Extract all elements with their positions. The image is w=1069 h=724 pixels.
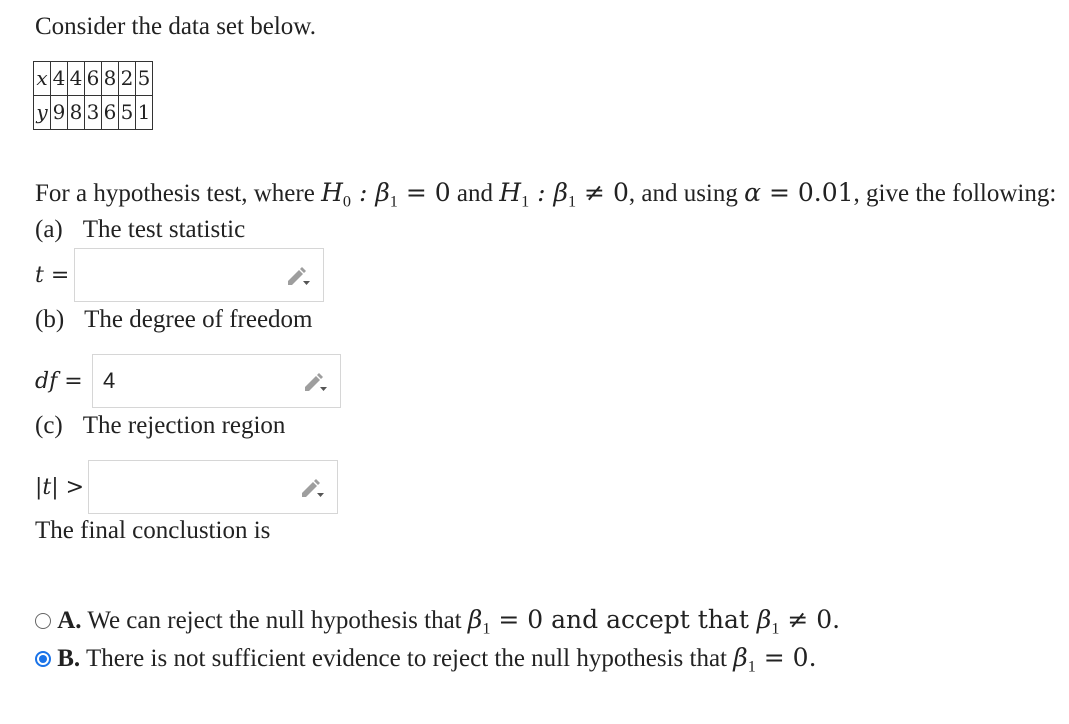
- test-statistic-input[interactable]: [74, 248, 324, 302]
- abs-t-variable: |t|: [35, 475, 59, 500]
- hypothesis-and: and: [450, 180, 500, 207]
- option-a-text: We can reject the null hypothesis that: [81, 607, 468, 634]
- hypothesis-prefix: For a hypothesis test, where: [35, 180, 322, 207]
- option-b-text-end: = 0.: [755, 643, 817, 672]
- df-variable: df: [35, 369, 58, 394]
- h0-beta-subscript: 1: [389, 192, 398, 211]
- x-cell: 5: [136, 62, 153, 96]
- y-cell: 8: [68, 96, 85, 130]
- option-b-beta: β: [733, 643, 748, 672]
- y-cell: 3: [85, 96, 102, 130]
- y-cell: 5: [119, 96, 136, 130]
- y-cell: 6: [102, 96, 119, 130]
- part-a-text: The test statistic: [82, 216, 246, 243]
- option-a[interactable]: [35, 605, 840, 636]
- option-b-radio[interactable]: [35, 651, 51, 667]
- df-equals: =: [57, 369, 83, 394]
- h0-equals: = 0: [397, 178, 451, 207]
- intro-text: Consider the data set below.: [35, 13, 316, 40]
- y-row: [34, 96, 153, 130]
- part-b-label: (b): [35, 306, 65, 333]
- option-a-beta-2-subscript: 1: [771, 619, 780, 638]
- h0-symbol: H: [321, 178, 343, 207]
- part-c-label: (c): [35, 412, 63, 439]
- h1-beta-subscript: 1: [567, 192, 577, 211]
- y-cell: 1: [136, 96, 153, 130]
- rejection-equation-label: [35, 472, 84, 503]
- conclusion-label: The final conclustion is: [35, 517, 271, 544]
- option-a-text-end: ≠ 0.: [779, 605, 841, 634]
- degree-of-freedom-input[interactable]: [92, 354, 341, 408]
- x-header: x: [34, 62, 51, 96]
- part-b-heading: [35, 305, 313, 335]
- df-equation-label: [35, 366, 83, 397]
- rejection-region-input[interactable]: [88, 460, 338, 514]
- y-header: y: [34, 96, 51, 130]
- hypothesis-suffix: , give the following:: [853, 180, 1057, 207]
- hypothesis-middle: , and using: [628, 180, 745, 207]
- h1-symbol: H: [499, 178, 522, 207]
- data-table: [33, 61, 153, 130]
- h1-subscript: 1: [521, 192, 530, 211]
- option-a-beta: β: [467, 605, 483, 634]
- pencil-dropdown-icon[interactable]: [299, 476, 325, 498]
- t-equals: =: [43, 263, 70, 288]
- t-equation-label: [35, 260, 69, 291]
- x-cell: 4: [51, 62, 68, 96]
- y-cell: 9: [51, 96, 68, 130]
- option-a-beta-subscript: 1: [482, 619, 491, 638]
- option-b-text: There is not sufficient evidence to reject the null hypothesis that: [80, 645, 734, 672]
- h0-beta: : β: [351, 178, 390, 207]
- part-a-label: (a): [35, 216, 63, 243]
- part-c-text: The rejection region: [82, 412, 286, 439]
- x-cell: 4: [68, 62, 85, 96]
- alpha-symbol: α: [744, 178, 762, 207]
- degree-of-freedom-value: 4: [103, 368, 116, 393]
- option-b-beta-subscript: 1: [747, 657, 756, 676]
- part-c-heading: [35, 411, 285, 441]
- option-a-radio[interactable]: [35, 613, 51, 629]
- alpha-value: = 0.01: [761, 178, 854, 207]
- h1-not-equals: ≠ 0: [576, 178, 629, 207]
- x-cell: 6: [85, 62, 102, 96]
- h1-beta: : β: [529, 178, 568, 207]
- greater-than: >: [58, 475, 85, 500]
- part-a-heading: [35, 215, 245, 245]
- option-b[interactable]: [35, 643, 817, 674]
- t-variable: t: [35, 263, 44, 288]
- option-a-text-mid: = 0 and accept that: [490, 605, 757, 634]
- x-cell: 2: [119, 62, 136, 96]
- h0-subscript: 0: [342, 192, 351, 211]
- option-a-letter: A.: [57, 607, 82, 634]
- option-b-letter: B.: [57, 645, 81, 672]
- part-b-text: The degree of freedom: [84, 306, 313, 333]
- option-a-beta-2: β: [756, 605, 772, 634]
- pencil-dropdown-icon[interactable]: [285, 264, 311, 286]
- x-row: [34, 62, 153, 96]
- x-cell: 8: [102, 62, 119, 96]
- hypothesis-statement: [35, 178, 1056, 209]
- pencil-dropdown-icon[interactable]: [302, 370, 328, 392]
